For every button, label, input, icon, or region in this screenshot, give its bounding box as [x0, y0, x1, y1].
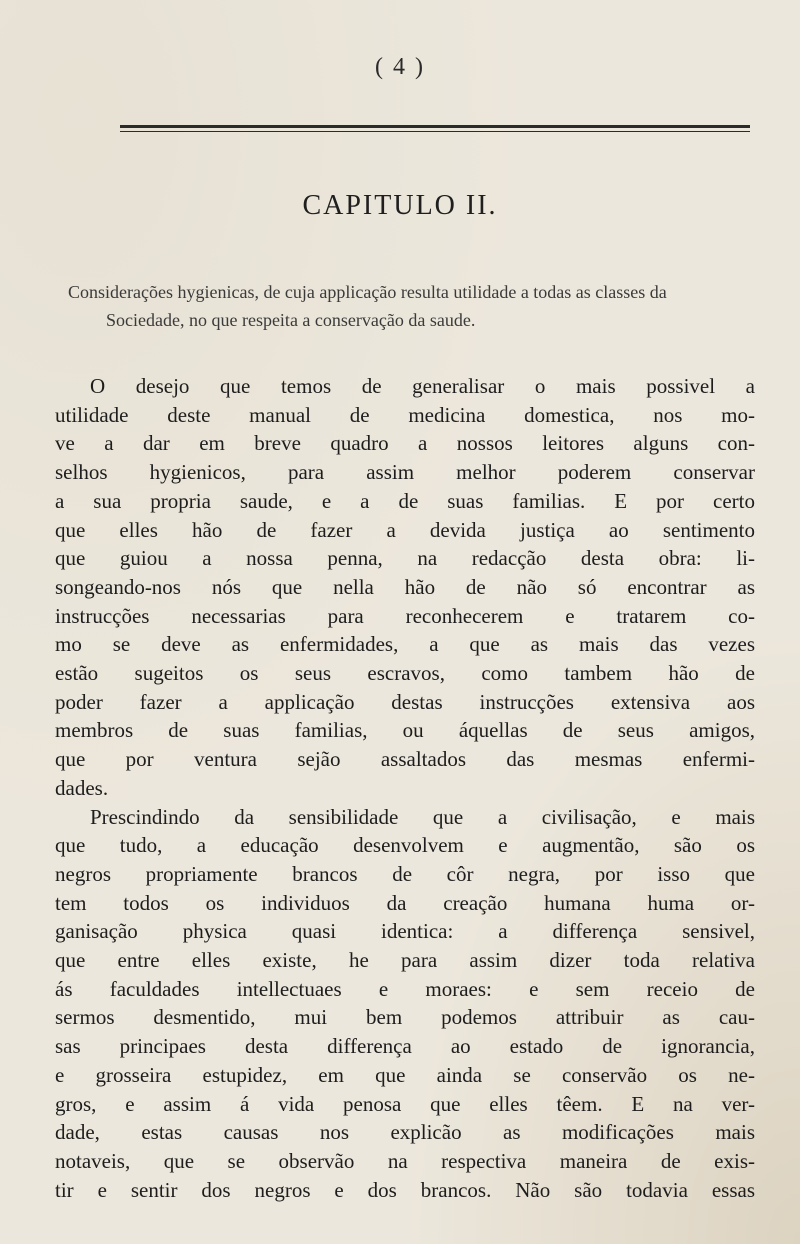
body-line: sas principaes desta differença ao estado de ignorancia,: [55, 1034, 755, 1059]
body-line: tem todos os individuos da creação humana huma or-: [55, 890, 755, 915]
body-line: que guiou a nossa penna, na redacção desta obra: li-: [55, 546, 755, 571]
body-line: instrucções necessarias para reconhecerem e tratarem co-: [55, 603, 755, 628]
body-line: que elles hão de fazer a devida justiça ao sentimento: [55, 517, 755, 542]
body-line: tir e sentir dos negros e dos brancos. Não são todavia essas: [55, 1177, 755, 1202]
summary-line: Sociedade, no que respeita a conservação da saude.: [106, 310, 476, 330]
body-line: a sua propria saude, e a de suas familias. E por certo: [55, 488, 755, 513]
body-line: que tudo, a educação desenvolvem e augmentão, são os: [55, 833, 755, 858]
body-text: [55, 372, 755, 1204]
body-line: gros, e assim á vida penosa que elles têem. E na ver-: [55, 1091, 755, 1116]
body-line: Prescindindo da sensibilidade que a civilisação, e mais: [90, 804, 755, 829]
body-line: estão sugeitos os seus escravos, como tambem hão de: [55, 661, 755, 686]
body-line: que por ventura sejão assaltados das mesmas enfermi-: [55, 747, 755, 772]
body-line: utilidade deste manual de medicina domestica, nos mo-: [55, 402, 755, 427]
summary-line: Considerações hygienicas, de cuja applicação resulta utilidade a todas as classes da: [68, 282, 667, 302]
body-line: notaveis, que se observão na respectiva maneira de exis-: [55, 1148, 755, 1173]
body-line: poder fazer a applicação destas instrucções extensiva aos: [55, 689, 755, 714]
body-line: que entre elles existe, he para assim dizer toda relativa: [55, 948, 755, 973]
header-rule-thick: [120, 125, 750, 128]
body-line: negros propriamente brancos de côr negra, por isso que: [55, 861, 755, 886]
body-line: e grosseira estupidez, em que ainda se conservão os ne-: [55, 1062, 755, 1087]
header-rule-thin: [120, 131, 750, 132]
body-line: O desejo que temos de generalisar o mais possivel a: [90, 374, 755, 398]
body-line: mo se deve as enfermidades, a que as mais das vezes: [55, 632, 755, 657]
body-line: sermos desmentido, mui bem podemos attribuir as cau-: [55, 1005, 755, 1030]
body-line: ás faculdades intellectuaes e moraes: e sem receio de: [55, 976, 755, 1001]
body-line: dades.: [55, 775, 109, 800]
body-line: dade, estas causas nos explicão as modificações mais: [55, 1120, 755, 1145]
body-line: selhos hygienicos, para assim melhor poderem conservar: [55, 460, 755, 485]
page-number: ( 4 ): [375, 54, 425, 80]
body-line: ganisação physica quasi identica: a differença sensivel,: [55, 919, 755, 944]
chapter-summary: [68, 278, 748, 334]
chapter-title: CAPITULO II.: [302, 190, 498, 221]
body-line: ve a dar em breve quadro a nossos leitores alguns con-: [55, 431, 755, 456]
body-line: membros de suas familias, ou áquellas de seus amigos,: [55, 718, 755, 743]
body-line: songeando-nos nós que nella hão de não só encontrar as: [55, 574, 755, 599]
